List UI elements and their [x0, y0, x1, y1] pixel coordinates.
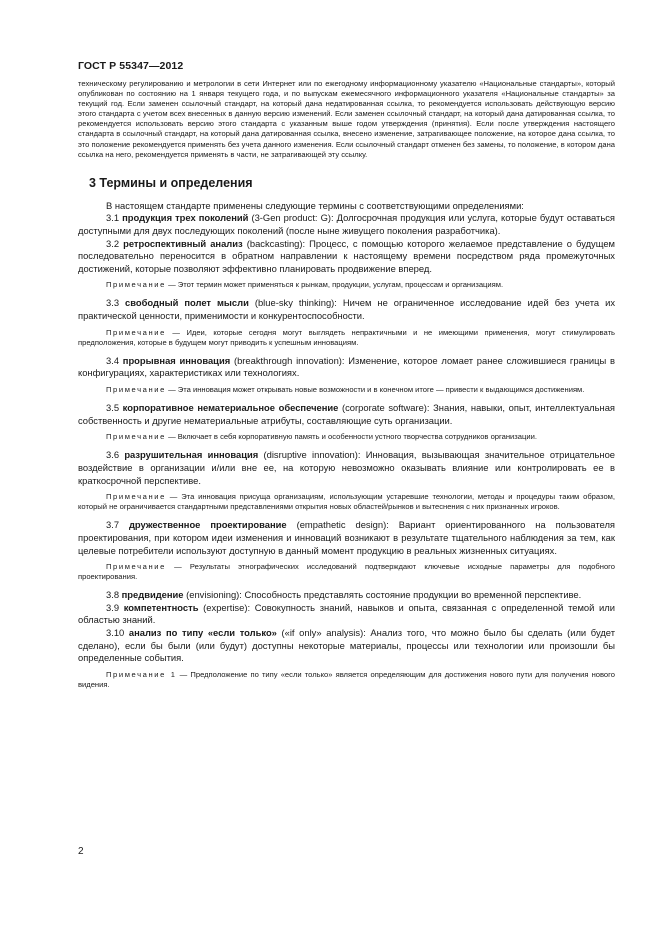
note-3-10: Примечание 1 — Предположение по типу «если только» является определяющим для достижения нового пути для получения нового видения.: [78, 669, 615, 689]
note-3-2: Примечание — Этот термин может применяться к рынкам, продукции, услугам, процессам и организациям.: [106, 280, 504, 290]
document-body: [78, 78, 615, 697]
term-3-4: 3.4 прорывная инновация (breakthrough innovation): Изменение, которое ломает ранее сложившиеся границы в конфигурациях, характеристиках или технологиях.: [78, 354, 616, 379]
document-header: ГОСТ Р 55347—2012: [78, 60, 184, 72]
term-name: ретроспективный анализ: [123, 237, 243, 249]
term-name: дружественное проектирование: [128, 519, 287, 531]
term-3-9: 3.9 компетентность (expertise): Совокупность знаний, навыков и опыта, связанная с определенной темой или областью знаний.: [78, 601, 616, 626]
term-name: предвидение: [121, 589, 184, 601]
term-name: продукция трех поколений: [122, 212, 249, 224]
page-number: 2: [78, 846, 84, 857]
note-3-3: Примечание — Идеи, которые сегодня могут выглядеть непрактичными и не имеющими применения, могут стимулировать предположения, которые в будущем могут приводить к успешным инновациям.: [78, 327, 615, 347]
term-name: прорывная инновация: [122, 354, 231, 366]
term-name: компетентность: [123, 601, 199, 613]
term-3-1: 3.1 продукция трех поколений (3-Gen product: G): Долгосрочная продукция или услуга, которые будут оставаться доступными для двух последующих поколений (после ныне живущего поколения разработчика).: [78, 212, 615, 236]
section-lead: В настоящем стандарте применены следующие термины с соответствующими определениями:: [106, 199, 524, 211]
term-3-2: 3.2 ретроспективный анализ (backcasting): Процесс, с помощью которого желаемое представление о будущем последовательно переносится в обратном направлении к настоящему времени посредством ряда промежуточных достижений, которые позволяют эффективно планировать продвижение вперед.: [78, 237, 615, 274]
term-3-8: 3.8 предвидение (envisioning): Способность представлять состояние продукции во временной перспективе.: [106, 589, 582, 601]
intro-paragraph: техническому регулированию и метрологии в сети Интернет или по ежегодному информационному указателю «Национальные стандарты», который опубликован по состоянию на 1 января текущего года, и по выпускам ежемесячного информационного указателя «Национальные стандарты» за текущий год. Если заменен ссылочный стандарт, на который дана недатированная ссылка, то рекомендуется использовать действующую версию этого стандарта с учетом всех внесенных в данную версию изменений. Если заменен ссылочный стандарт, на который дана датированная ссылка, то рекомендуется использовать версию этого стандарта с указанным выше годом утверждения (принятия). Если после утверждения настоящего стандарта в ссылочный стандарт, на который дана датированная ссылка, внесено изменение, затрагивающее положение, на которое дана ссылка, то это положение рекомендуется применять без учета данного изменения. Если ссылочный стандарт отменен без замены, то положение, в котором дана ссылка на него, рекомендуется применять в части, не затрагивающей эту ссылку.: [78, 79, 615, 159]
note-3-4: Примечание — Эта инновация может открывать новые возможности и в конечном итоге — привести к выдающимся достижениям.: [106, 384, 585, 394]
term-name: анализ по типу «если только»: [128, 627, 277, 639]
note-3-5: Примечание — Включает в себя корпоративную память и особенности устного творчества сотрудников организации.: [106, 432, 537, 442]
term-3-3: 3.3 свободный полет мысли (blue-sky thinking): Ничем не ограниченное исследование идей без учета их практической ценности, применимости и конкурентоспособности.: [78, 297, 616, 321]
section-title: 3 Термины и определения: [89, 175, 253, 190]
term-3-5: 3.5 корпоративное нематериальное обеспечение (corporate software): Знания, навыки, опыт, интеллектуальная собственность и другие нематериальные атрибуты, составляющие суть организации.: [78, 402, 615, 426]
term-name: разрушительная инновация: [124, 449, 259, 461]
term-name: корпоративное нематериальное обеспечение: [122, 402, 339, 414]
term-3-10: 3.10 анализ по типу «если только» («if only» analysis): Анализ того, что можно было бы сделать (или будет сделано), если бы были (или будут) доступны некоторые материалы, процессы или технологии или произошли бы определенные события.: [78, 627, 615, 664]
term-3-6: 3.6 разрушительная инновация (disruptive innovation): Инновация, вызывающая значительное отрицательное воздействие в организации и/или вне ее, на которую невозможно оказывать влияние или контролировать ее в краткосрочной перспективе.: [78, 449, 615, 486]
term-3-7: 3.7 дружественное проектирование (empathetic design): Вариант ориентированного на пользователя проектирования, при котором идеи изменения и инноваций возникают в результате тщательного наблюдения за тем, как целевые потребители используют доступную в данный момент продукцию в реальных жизненных ситуациях.: [78, 519, 615, 556]
note-3-7: Примечание — Результаты этнографических исследований подтверждают ключевые исходные параметры для подобного проектирования.: [78, 562, 615, 582]
term-name: свободный полет мысли: [125, 297, 249, 309]
note-3-6: Примечание — Эта инновация присуща организациям, использующим устаревшие технологии, методы и процедуры таким образом, который не ограничивается стандартными представлениями открытия новых областей/рынков и вытеснения с них признанных игроков.: [78, 492, 615, 512]
